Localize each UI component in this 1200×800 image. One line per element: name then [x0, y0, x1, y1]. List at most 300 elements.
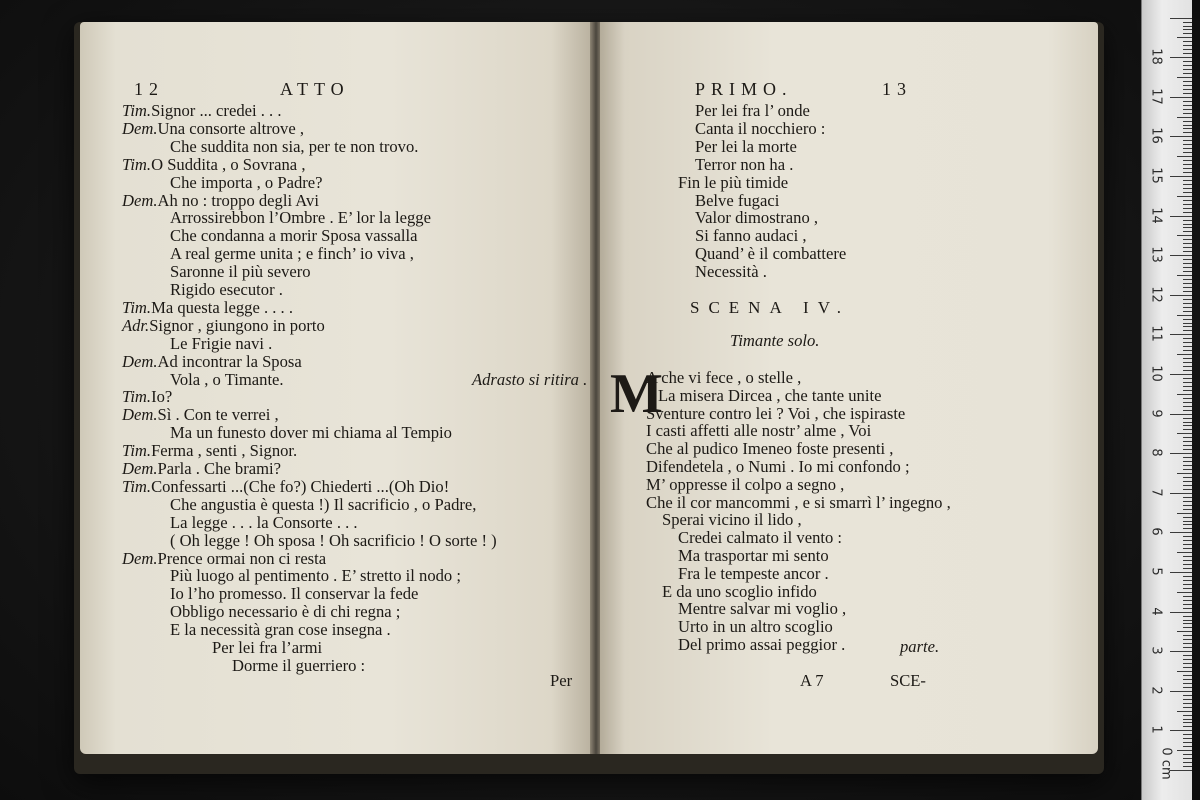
ruler-tick [1183, 121, 1192, 122]
ruler-tick [1177, 552, 1192, 553]
verse-line [122, 621, 391, 639]
ruler-tick [1183, 639, 1192, 640]
ruler-tick [1183, 410, 1192, 411]
ruler-tick [1177, 592, 1192, 593]
ruler-tick [1183, 319, 1192, 320]
monologue-line: Mentre salvar mi voglio , [678, 599, 847, 619]
verse-line [122, 514, 358, 532]
ruler-tick [1183, 366, 1192, 367]
ruler-tick [1183, 647, 1192, 648]
verse-line [122, 263, 311, 281]
ruler-number: 18 [1148, 48, 1164, 65]
ruler-tick [1177, 433, 1192, 434]
ruler-number: 10 [1148, 365, 1164, 382]
verse-line [122, 442, 297, 460]
ruler-tick [1183, 766, 1192, 767]
ruler-tick [1177, 711, 1192, 712]
ruler-tick [1177, 77, 1192, 78]
monologue-line: Fra le tempeste ancor . [678, 563, 829, 583]
verse-line [122, 567, 461, 585]
speaker-label: Dem. [122, 190, 158, 210]
ruler-unit-label: 0 cm [1158, 747, 1174, 780]
ruler-tick [1183, 418, 1192, 419]
ruler-tick [1183, 287, 1192, 288]
verse-line [122, 657, 365, 675]
ruler-tick [1183, 457, 1192, 458]
ruler-tick [1183, 65, 1192, 66]
ruler-tick [1183, 544, 1192, 545]
stage-direction: Adrasto si ritira . [472, 369, 588, 389]
line-text: Obbligo necessario è di chi regna ; [170, 602, 401, 622]
ruler-tick [1170, 97, 1192, 98]
ruler-tick [1183, 259, 1192, 260]
ruler-tick [1183, 128, 1192, 129]
ruler-tick [1183, 220, 1192, 221]
ruler-tick [1183, 722, 1192, 723]
ruler-tick [1183, 501, 1192, 502]
ruler-tick [1183, 132, 1192, 133]
ruler-number: 12 [1148, 286, 1164, 303]
line-text: Che angustia è questa !) Il sacrificio , o Padre, [170, 494, 477, 514]
verse-line [122, 317, 325, 335]
verse-line [122, 192, 319, 210]
ruler-tick [1183, 53, 1192, 54]
speaker-label: Adr. [122, 315, 150, 335]
ruler-tick [1183, 164, 1192, 165]
ruler-tick [1170, 136, 1192, 137]
measuring-ruler [1141, 0, 1192, 800]
ruler-tick [1183, 422, 1192, 423]
verse-line [122, 603, 400, 621]
verse-line [122, 460, 281, 478]
ruler-tick [1177, 513, 1192, 514]
verse-line [122, 550, 326, 568]
ruler-tick [1183, 481, 1192, 482]
speaker-label: Dem. [122, 351, 158, 371]
ruler-tick [1183, 239, 1192, 240]
ruler-number: 2 [1148, 686, 1164, 695]
ruler-tick [1183, 627, 1192, 628]
ruler-tick [1183, 517, 1192, 518]
scene-heading: SCENA IV. [690, 298, 851, 317]
ruler-number: 8 [1148, 448, 1164, 457]
verse-line [122, 227, 417, 245]
ruler-tick [1183, 311, 1192, 312]
ruler-tick [1183, 109, 1192, 110]
line-text: Signor , giungono in porto [149, 315, 325, 335]
aria-line: Necessità . [695, 262, 767, 282]
ruler-tick [1183, 398, 1192, 399]
ruler-tick [1183, 465, 1192, 466]
verse-line [122, 585, 418, 603]
ruler-number: 4 [1148, 606, 1164, 616]
ruler-tick [1183, 564, 1192, 565]
ruler-tick [1183, 758, 1192, 759]
ruler-tick [1170, 295, 1192, 296]
ruler-tick [1183, 738, 1192, 739]
ruler-tick [1183, 596, 1192, 597]
ruler-tick [1183, 754, 1192, 755]
stage-direction: parte. [900, 637, 940, 656]
ruler-tick [1183, 370, 1192, 371]
ruler-tick [1183, 247, 1192, 248]
ruler-tick [1183, 429, 1192, 430]
ruler-tick [1183, 168, 1192, 169]
ruler-tick [1183, 445, 1192, 446]
line-text: Saronne il più severo [170, 262, 311, 282]
ruler-tick [1177, 196, 1192, 197]
ruler-tick [1183, 49, 1192, 50]
ruler-tick [1183, 588, 1192, 589]
verse-line [122, 299, 293, 317]
ruler-tick [1183, 742, 1192, 743]
ruler-tick [1183, 73, 1192, 74]
ruler-tick [1183, 608, 1192, 609]
monologue-line: Del primo assai peggior . [678, 635, 846, 654]
verse-line [122, 102, 281, 120]
ruler-tick [1183, 160, 1192, 161]
ruler-tick [1183, 461, 1192, 462]
ruler-tick [1183, 81, 1192, 82]
right-page-number: 13 [882, 79, 912, 99]
ruler-number: 11 [1148, 325, 1164, 343]
speaker-label: Dem. [122, 118, 158, 138]
ruler-tick [1183, 477, 1192, 478]
drop-cap: M [610, 363, 663, 425]
ruler-tick [1183, 425, 1192, 426]
ruler-tick [1183, 699, 1192, 700]
aria-line: Terror non ha . [695, 154, 794, 174]
ruler-tick [1183, 323, 1192, 324]
ruler-tick [1183, 568, 1192, 569]
ruler-tick [1170, 691, 1192, 692]
monologue-line: Che il cor mancommi , e si smarrì l’ ingegno , [646, 492, 951, 512]
ruler-tick [1183, 330, 1192, 331]
ruler-tick [1183, 663, 1192, 664]
speaker-label: Dem. [122, 405, 158, 425]
verse-line [122, 424, 452, 442]
ruler-tick [1183, 449, 1192, 450]
line-text: Per lei fra l’armi [212, 638, 323, 657]
ruler-tick [1177, 394, 1192, 395]
ruler-number: 15 [1148, 167, 1164, 184]
ruler-tick [1183, 303, 1192, 304]
ruler-tick [1183, 89, 1192, 90]
aria-line: Quand’ è il combattere [695, 244, 847, 264]
ruler-tick [1183, 715, 1192, 716]
signature-mark: A 7 [800, 671, 824, 690]
aria-line: Per lei la morte [695, 136, 797, 156]
ruler-tick [1183, 224, 1192, 225]
ruler-tick [1183, 105, 1192, 106]
ruler-tick [1183, 291, 1192, 292]
ruler-tick [1183, 227, 1192, 228]
line-text: Parla . Che brami? [157, 459, 281, 478]
ruler-tick [1183, 299, 1192, 300]
speaker-label: Dem. [122, 459, 158, 478]
ruler-tick [1170, 216, 1192, 217]
ruler-tick [1183, 263, 1192, 264]
verse-line [122, 209, 431, 227]
ruler-tick [1183, 251, 1192, 252]
aria-line: Valor dimostrano , [695, 208, 819, 228]
ruler-number: 17 [1148, 88, 1164, 105]
ruler-tick [1183, 659, 1192, 660]
ruler-tick [1183, 125, 1192, 126]
ruler-tick [1183, 204, 1192, 205]
monologue-line: La misera Dircea , che tante unite [658, 385, 882, 405]
monologue-line: I casti affetti alle nostr’ alme , Voi [646, 421, 872, 441]
ruler-tick [1183, 509, 1192, 510]
ruler-number: 1 [1148, 725, 1164, 735]
verse-line [122, 120, 304, 138]
line-text: O Suddita , o Sovrana , [151, 154, 306, 174]
aria-line: Belve fugaci [695, 190, 780, 210]
ruler-tick [1183, 283, 1192, 284]
verse-line [122, 335, 272, 353]
left-catchword: Per [550, 671, 573, 690]
aria-line: Canta il nocchiero : [695, 118, 826, 138]
verse-line [122, 174, 323, 192]
ruler-tick [1183, 338, 1192, 339]
speaker-label: Dem. [122, 548, 158, 568]
ruler-tick [1183, 505, 1192, 506]
verse-line [122, 281, 283, 299]
ruler-tick [1183, 604, 1192, 605]
monologue-line: M’ oppresse il colpo a segno , [646, 474, 845, 494]
ruler-tick [1183, 540, 1192, 541]
ruler-tick [1170, 414, 1192, 415]
ruler-tick [1183, 719, 1192, 720]
verse-line [122, 388, 172, 406]
ruler-tick [1183, 707, 1192, 708]
ruler-tick [1183, 267, 1192, 268]
ruler-tick [1170, 493, 1192, 494]
ruler-tick [1183, 726, 1192, 727]
ruler-tick [1183, 441, 1192, 442]
ruler-tick [1183, 528, 1192, 529]
ruler-tick [1183, 734, 1192, 735]
verse-line [122, 406, 279, 424]
ruler-tick [1183, 85, 1192, 86]
right-page [600, 22, 1098, 754]
monologue-line: Urto in un altro scoglio [678, 617, 833, 637]
verse-line [122, 245, 414, 263]
line-text: Signor ... credei . . . [151, 101, 282, 120]
ruler-tick [1170, 255, 1192, 256]
line-text: Le Frigie navi . [170, 333, 273, 353]
ruler-tick [1183, 679, 1192, 680]
verse-line [122, 353, 302, 371]
speaker-label: Tim. [122, 441, 152, 461]
monologue-line: A che vi fece , o stelle , [646, 368, 802, 387]
line-text: Vola , o Timante. [170, 369, 284, 389]
ruler-tick [1183, 148, 1192, 149]
ruler-tick [1183, 307, 1192, 308]
ruler-tick [1183, 243, 1192, 244]
ruler-number: 13 [1148, 246, 1164, 263]
ruler-tick [1183, 556, 1192, 557]
ruler-tick [1183, 497, 1192, 498]
left-page [80, 22, 592, 754]
left-page-number: 12 [134, 79, 164, 99]
line-text: Ad incontrar la Sposa [157, 351, 302, 371]
ruler-tick [1183, 580, 1192, 581]
ruler-tick [1170, 730, 1192, 731]
ruler-tick [1183, 188, 1192, 189]
monologue-line: Ma trasportar mi sento [678, 546, 829, 565]
line-text: Rigido esecutor . [170, 280, 283, 299]
right-catchword: SCE- [890, 671, 926, 690]
line-text: A real germe unita ; e finch’ io viva , [170, 244, 414, 264]
ruler-tick [1183, 208, 1192, 209]
ruler-tick [1183, 386, 1192, 387]
ruler-tick [1183, 101, 1192, 102]
speaker-label: Tim. [122, 297, 152, 317]
ruler-tick [1183, 762, 1192, 763]
ruler-tick [1170, 374, 1192, 375]
right-running-title: PRIMO. [695, 79, 793, 99]
ruler-tick [1183, 26, 1192, 27]
ruler-tick [1183, 29, 1192, 30]
speaker-label: Tim. [122, 387, 152, 407]
ruler-tick [1183, 69, 1192, 70]
speaker-label: Tim. [122, 101, 152, 120]
ruler-tick [1183, 140, 1192, 141]
ruler-tick [1177, 235, 1192, 236]
ruler-tick [1183, 437, 1192, 438]
ruler-tick [1183, 382, 1192, 383]
line-text: Io? [151, 387, 173, 407]
ruler-tick [1183, 200, 1192, 201]
ruler-tick [1177, 750, 1192, 751]
ruler-number: 6 [1148, 527, 1164, 537]
verse-line [122, 496, 476, 514]
ruler-tick [1183, 548, 1192, 549]
ruler-tick [1177, 473, 1192, 474]
line-text: Che suddita non sia, per te non trovo. [170, 136, 419, 156]
ruler-tick [1170, 453, 1192, 454]
scene-subtitle: Timante solo. [730, 331, 820, 350]
ruler-tick [1183, 113, 1192, 114]
monologue-line: Sventure contro lei ? Voi , che ispiraste [646, 403, 906, 423]
ruler-tick [1183, 485, 1192, 486]
line-text: Che condanna a morir Sposa vassalla [170, 226, 418, 246]
verse-line [122, 156, 305, 174]
ruler-tick [1183, 667, 1192, 668]
verse-line [122, 478, 449, 496]
ruler-tick [1183, 342, 1192, 343]
monologue-line: Che al pudico Imeneo foste presenti , [646, 439, 894, 459]
line-text: Sì . Con te verrei , [157, 405, 279, 425]
ruler-tick [1170, 572, 1192, 573]
ruler-number: 7 [1148, 488, 1164, 497]
ruler-tick [1177, 315, 1192, 316]
line-text: Ah no : troppo degli Avi [157, 190, 319, 210]
monologue-line: Difendetela , o Numi . Io mi confondo ; [646, 457, 910, 476]
left-running-title: ATTO [280, 79, 350, 99]
ruler-tick [1183, 616, 1192, 617]
ruler-tick [1183, 560, 1192, 561]
ruler-tick [1183, 192, 1192, 193]
ruler-tick [1183, 655, 1192, 656]
ruler-tick [1177, 37, 1192, 38]
line-text: ( Oh legge ! Oh sposa ! Oh sacrificio ! O sorte ! ) [170, 530, 497, 550]
ruler-tick [1170, 651, 1192, 652]
ruler-tick [1177, 671, 1192, 672]
ruler-tick [1183, 45, 1192, 46]
ruler-tick [1183, 41, 1192, 42]
ruler-tick [1183, 687, 1192, 688]
ruler-tick [1183, 144, 1192, 145]
verse-line [122, 639, 322, 657]
line-text: Ma questa legge . . . . [151, 297, 293, 317]
ruler-tick [1183, 362, 1192, 363]
ruler-number: 16 [1148, 127, 1164, 145]
ruler-tick [1183, 746, 1192, 747]
ruler-tick [1183, 703, 1192, 704]
verse-line [122, 532, 497, 550]
ruler-tick [1183, 350, 1192, 351]
ruler-tick [1183, 695, 1192, 696]
ruler-tick [1183, 469, 1192, 470]
line-text: Una consorte altrove , [157, 118, 305, 138]
ruler-tick [1183, 180, 1192, 181]
ruler-tick [1183, 212, 1192, 213]
line-text: Prence ormai non ci resta [157, 548, 327, 568]
ruler-tick [1170, 612, 1192, 613]
monologue-line: Sperai vicino il lido , [662, 510, 802, 530]
ruler-tick [1177, 275, 1192, 276]
ruler-tick [1183, 33, 1192, 34]
ruler-tick [1170, 532, 1192, 533]
line-text: Ma un funesto dover mi chiama al Tempio [170, 423, 452, 443]
ruler-tick [1183, 521, 1192, 522]
line-text: Più luogo al pentimento . E’ stretto il nodo ; [170, 566, 461, 586]
line-text: Che importa , o Padre? [170, 172, 323, 192]
verse-line [122, 138, 418, 156]
ruler-tick [1177, 117, 1192, 118]
aria-line: Per lei fra l’ onde [695, 101, 810, 120]
ruler-number: 9 [1148, 408, 1164, 418]
ruler-tick [1183, 93, 1192, 94]
ruler-tick [1170, 176, 1192, 177]
ruler-tick [1183, 402, 1192, 403]
ruler-tick [1177, 156, 1192, 157]
ruler-number: 14 [1148, 206, 1164, 224]
line-text: Io l’ho promesso. Il conservar la fede [170, 584, 419, 604]
speaker-label: Tim. [122, 154, 152, 174]
ruler-tick [1183, 184, 1192, 185]
ruler-tick [1183, 524, 1192, 525]
ruler-tick [1183, 378, 1192, 379]
ruler-tick [1183, 406, 1192, 407]
ruler-number: 5 [1148, 567, 1164, 576]
ruler-tick [1183, 390, 1192, 391]
verse-line [122, 371, 284, 389]
ruler-tick [1183, 620, 1192, 621]
ruler-number: 3 [1148, 646, 1164, 655]
monologue-line: Credei calmato il vento : [678, 528, 843, 548]
monologue-line: E da uno scoglio infido [662, 581, 817, 601]
ruler-tick [1170, 334, 1192, 335]
ruler-tick [1183, 271, 1192, 272]
ruler-tick [1183, 22, 1192, 23]
ruler-tick [1183, 643, 1192, 644]
ruler-tick [1183, 489, 1192, 490]
ruler-tick [1183, 536, 1192, 537]
line-text: Arrossirebbon l’Ombre . E’ lor la legge [170, 208, 431, 228]
